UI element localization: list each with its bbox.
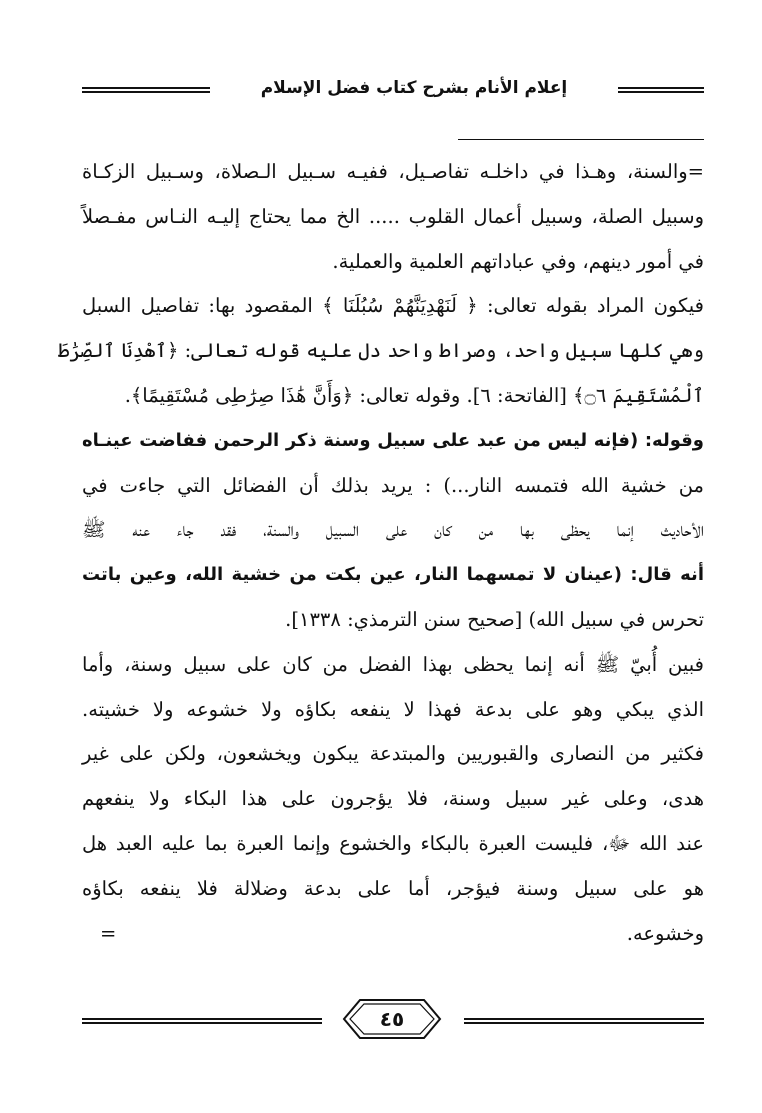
page-number: ٤٥ xyxy=(379,1007,405,1031)
header-rule-left xyxy=(82,87,210,93)
footnote-separator-rule xyxy=(458,139,704,140)
footer-rule-left xyxy=(82,1018,322,1024)
text-line-16: عند الله ﷻ، فليست العبرة بالبكاء والخشوع وإنما العبرة بما عليه العبد هل xyxy=(82,831,704,855)
text-line-8: من خشية الله فتمسه النار...) : يريد بذلك أن الفضائل التي جاءت في xyxy=(82,473,704,497)
text-line-17: هو على سبيل وسنة فيؤجر، أما على بدعة وضلالة فلا ينفعه بكاؤه xyxy=(82,876,704,900)
page-footer xyxy=(82,996,704,1046)
text-line-18-content: وخشوعه. xyxy=(626,921,704,945)
book-title: إعلام الأنام بشرح كتاب فضل الإسلام xyxy=(260,78,568,98)
text-line-12: فبين أُبيّ ﷺ أنه إنما يحظى بهذا الفضل من كان على سبيل وسنة، وأما xyxy=(82,652,704,676)
text-line-2: وسبيل الصلة، وسبيل أعمال القلوب ..... الخ مما يحتاج إليـه النـاس مفـصلاً xyxy=(82,204,704,228)
text-line-4: فيكون المراد بقوله تعالى: ﴿ لَنَهْدِيَنَّهُمْ سُبُلَنَا ﴾ المقصود بها: تفاصيل السبل xyxy=(82,294,704,318)
text-line-6: ٱلْمُسْتَقِيمَ ۝٦﴾ [الفاتحة: ٦]. وقوله تعالى: ﴿وَأَنَّ هَٰذَا صِرَٰطِى مُسْتَقِيمًا﴾. xyxy=(124,383,704,407)
text-line-3: في أمور دينهم، وفي عباداتهم العلمية والعملية. xyxy=(332,249,704,273)
continuation-mark: = xyxy=(100,921,117,945)
text-line-18 xyxy=(82,912,704,957)
text-line-13: الذي يبكي وهو على بدعة فهذا لا ينفعه بكاؤه ولا خشوعه ولا خشيته. xyxy=(82,697,704,721)
running-header xyxy=(82,78,704,104)
text-line-1: =والسنة، وهـذا في داخلـه تفاصـيل، ففيـه سـبيل الـصلاة، وسـبيل الزكـاة xyxy=(82,160,704,183)
text-line-14: فكثير من النصارى والقبوريين والمبتدعة يبكون ويخشعون، ولكن على غير xyxy=(82,742,704,766)
text-line-7: وقوله: (فإنه ليس من عبد على سبيل وسنة ذكر الرحمن ففاضت عينـاه xyxy=(82,429,704,451)
text-line-5: وهي كلها سبيل واحد، وصراط واحد دل عليه قوله تعالى: ﴿ٱهْدِنَا ٱلصِّرَٰطَ xyxy=(57,339,704,363)
text-line-11: تحرس في سبيل الله) [صحيح سنن الترمذي: ١٣٣٨]. xyxy=(285,607,704,631)
text-line-9: الأحاديث إنما يحظى بها من كان على السبيل والسنة، فقد جاء عنه ﷺ xyxy=(82,518,704,542)
text-line-10: أنه قال: (عينان لا تمسهما النار، عين بكت من خشية الله، وعين باتت xyxy=(82,564,704,586)
text-line-15: هدى، وعلى غير سبيل وسنة، فلا يؤجرون على هذا البكاء ولا ينفعهم xyxy=(82,787,704,811)
page-body-text xyxy=(57,150,704,956)
footer-rule-right xyxy=(464,1018,704,1024)
header-rule-right xyxy=(618,87,704,93)
page-number-badge xyxy=(342,998,442,1040)
